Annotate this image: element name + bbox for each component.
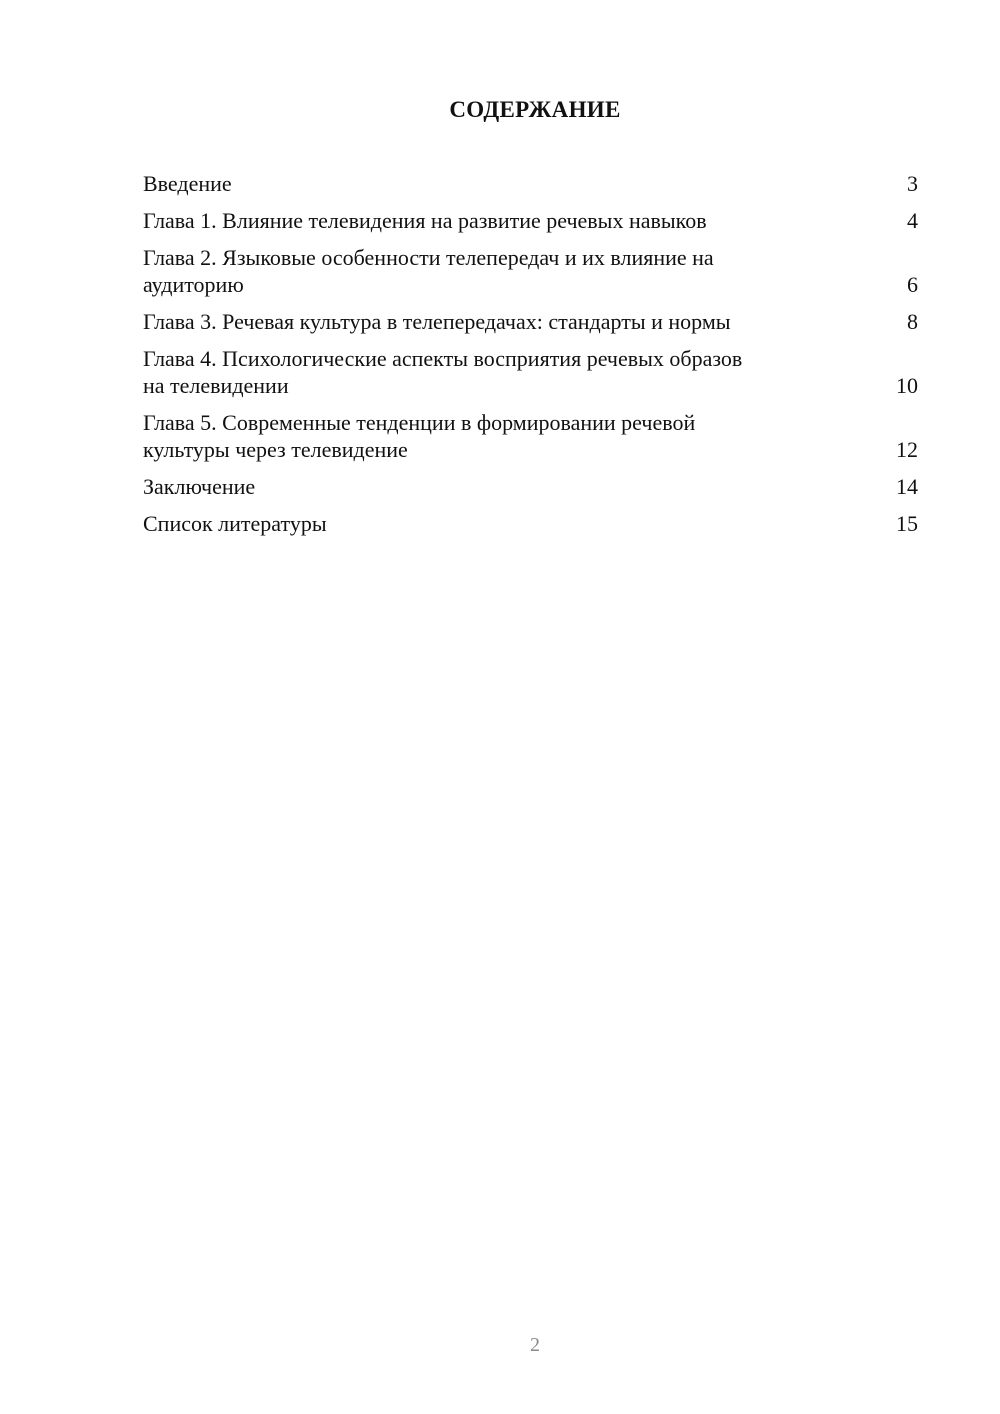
toc-entry-title: Список литературы bbox=[143, 511, 327, 536]
toc-entry-chapter-1 bbox=[143, 207, 918, 234]
toc-entry-page: 3 bbox=[907, 171, 918, 196]
toc-entry-page: 4 bbox=[907, 208, 918, 233]
toc-entry-title: Глава 2. Языковые особенности телепередач и их влияние на аудиторию bbox=[143, 245, 714, 297]
toc-entry-page: 12 bbox=[896, 437, 918, 462]
toc-entry-page: 10 bbox=[896, 373, 918, 398]
toc-entry-introduction bbox=[143, 170, 918, 197]
page-number: 2 bbox=[530, 1334, 540, 1356]
table-of-contents bbox=[143, 170, 918, 547]
toc-entry-chapter-5 bbox=[143, 409, 918, 463]
toc-entry-title: Заключение bbox=[143, 474, 256, 499]
toc-entry-conclusion bbox=[143, 473, 918, 500]
toc-entry-title: Глава 3. Речевая культура в телепередачах: стандарты и нормы bbox=[143, 309, 731, 334]
toc-entry-chapter-2 bbox=[143, 244, 918, 298]
toc-entry-page: 14 bbox=[896, 474, 918, 499]
toc-entry-page: 6 bbox=[907, 272, 918, 297]
toc-entry-title: Глава 4. Психологические аспекты восприятия речевых образов на телевидении bbox=[143, 346, 743, 398]
toc-entry-chapter-4 bbox=[143, 345, 918, 399]
toc-entry-page: 15 bbox=[896, 511, 918, 536]
toc-entry-title: Глава 1. Влияние телевидения на развитие речевых навыков bbox=[143, 208, 707, 233]
page-title: СОДЕРЖАНИЕ bbox=[449, 97, 621, 122]
toc-entry-chapter-3 bbox=[143, 308, 918, 335]
toc-entry-title: Глава 5. Современные тенденции в формировании речевой культуры через телевидение bbox=[143, 410, 696, 462]
toc-entry-page: 8 bbox=[907, 309, 918, 334]
toc-entry-title: Введение bbox=[143, 171, 232, 196]
toc-entry-references bbox=[143, 510, 918, 537]
